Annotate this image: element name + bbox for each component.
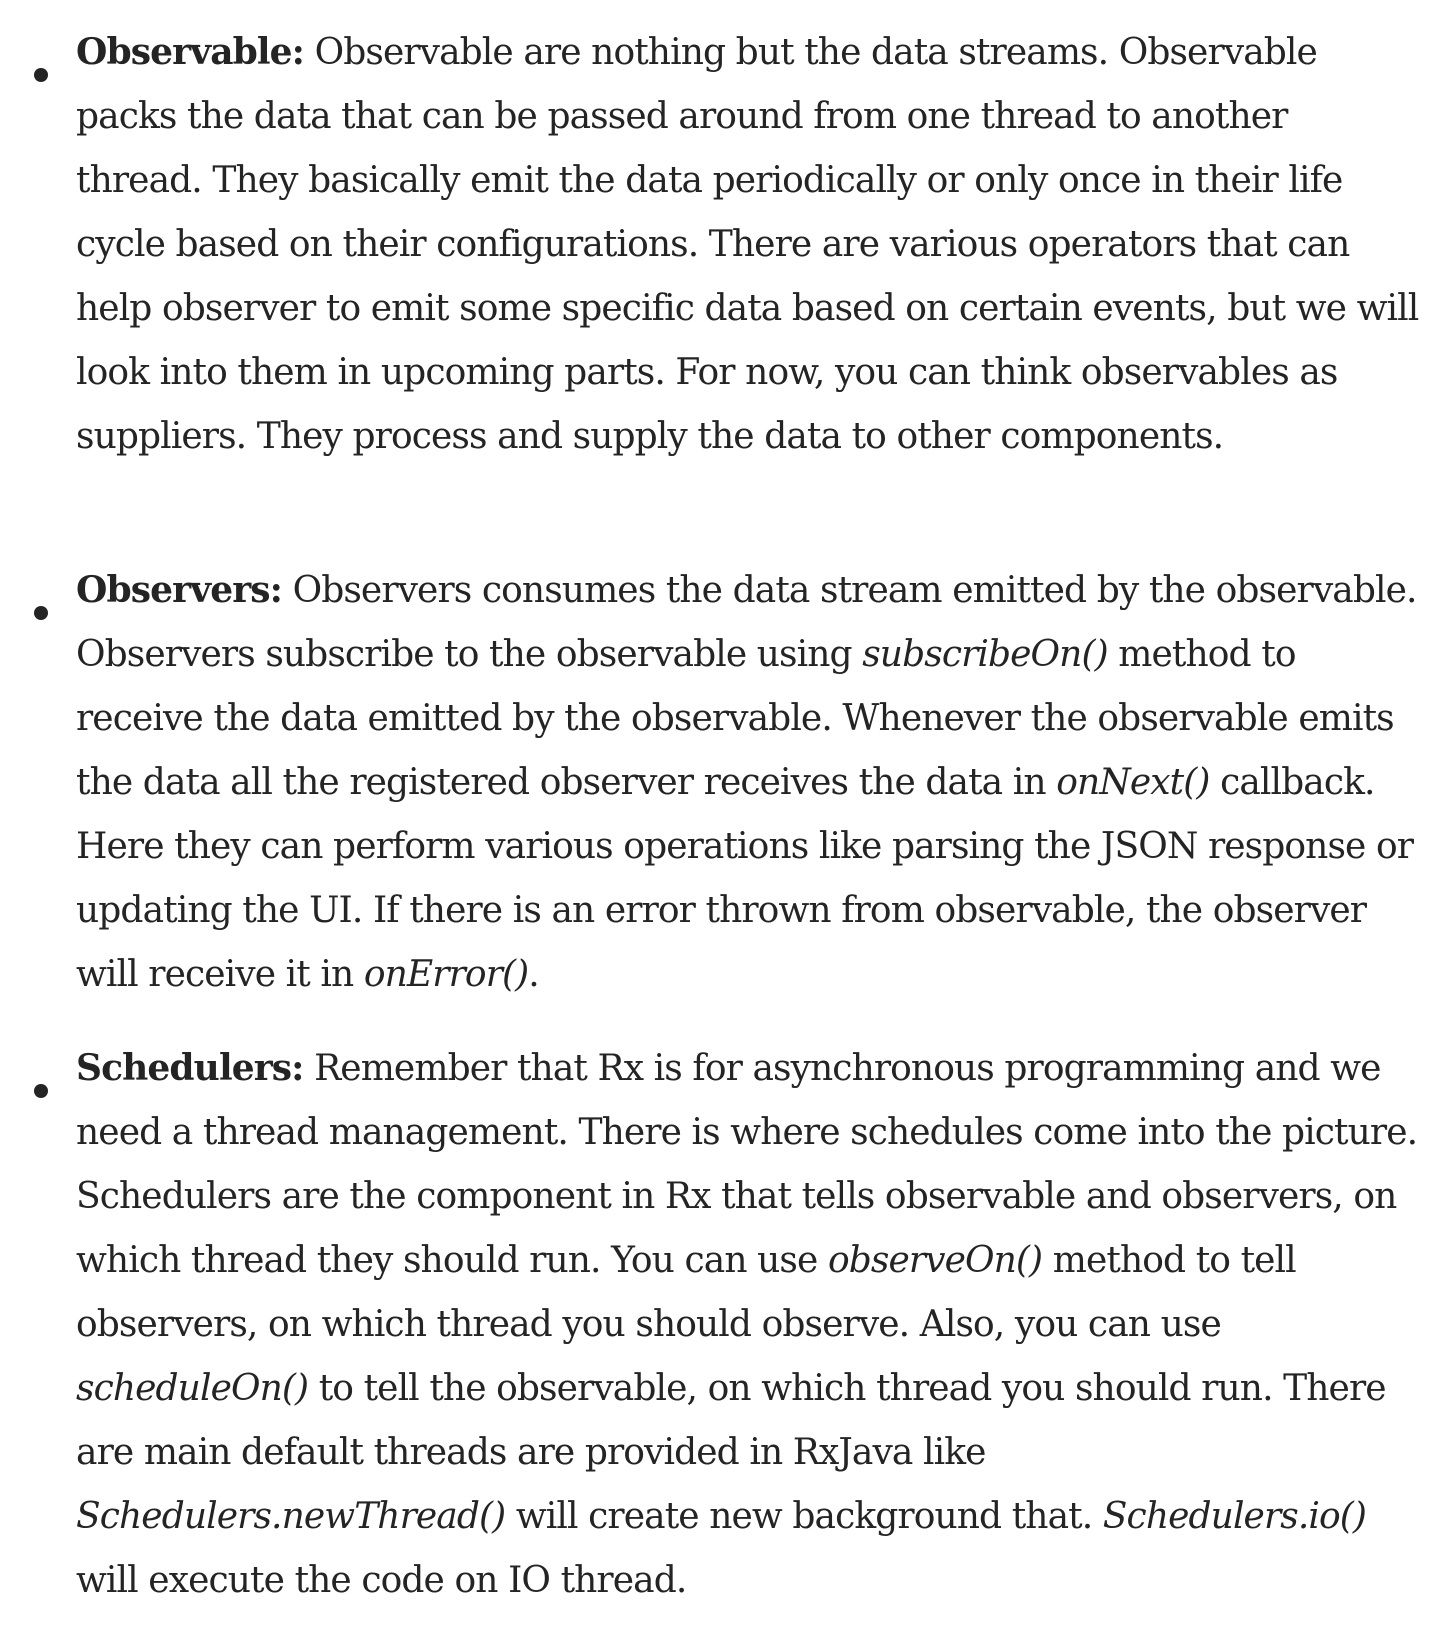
observable-term: Observable: bbox=[76, 31, 305, 73]
observers-paragraph bbox=[76, 558, 1421, 1007]
observers-text-3: callback. Here they can perform various operations like parsing the JSON response or updating the UI. If there is an error thrown from observable, the observer will receive it in bbox=[76, 762, 1414, 995]
schedulers-text-4: will create new background that. bbox=[505, 1496, 1103, 1537]
observable-paragraph bbox=[76, 20, 1421, 469]
schedulers-text-2: method to tell observers, on which thread you should observe. Also, you can use bbox=[76, 1240, 1296, 1345]
schedulers-term: Schedulers: bbox=[76, 1047, 304, 1089]
observers-term: Observers: bbox=[76, 569, 283, 611]
observe-on-method: observeOn() bbox=[827, 1240, 1043, 1281]
observers-text-4: . bbox=[528, 954, 539, 995]
observable-description: Observable are nothing but the data streams. Observable packs the data that can be passed around from one thread to another thread. They basically emit the data periodically or only once in their life cycle based on their configurations. There are various operators that can help observer to emit some specific data based on certain events, but we will look into them in upcoming parts. For now, you can think observables as suppliers. They process and supply the data to other components. bbox=[76, 32, 1419, 457]
schedulers-new-thread-method: Schedulers.newThread() bbox=[76, 1496, 506, 1537]
observers-text-1: Observers consumes the data stream emitted by the observable. Observers subscribe to the observable using bbox=[76, 570, 1417, 675]
observers-text-2: method to receive the data emitted by the observable. Whenever the observable emits the data all the registered observer receives the data in bbox=[76, 634, 1394, 803]
schedulers-text-5: will execute the code on IO thread. bbox=[76, 1560, 687, 1601]
bullet-dot bbox=[34, 68, 48, 82]
on-next-method: onNext() bbox=[1056, 762, 1210, 803]
schedulers-text-3: to tell the observable, on which thread you should run. There are main default threads are provided in RxJava like bbox=[76, 1368, 1386, 1473]
schedulers-paragraph bbox=[76, 1036, 1421, 1613]
bullet-dot bbox=[34, 606, 48, 620]
schedule-on-method: scheduleOn() bbox=[76, 1368, 309, 1409]
schedulers-text-1: Remember that Rx is for asynchronous programming and we need a thread management. There is where schedules come into the picture. Schedulers are the component in Rx that tells observable and observers, on which thread they should run. You can use bbox=[76, 1048, 1418, 1281]
schedulers-io-method: Schedulers.io() bbox=[1102, 1496, 1367, 1537]
bullet-dot bbox=[34, 1084, 48, 1098]
on-error-method: onError() bbox=[363, 954, 529, 995]
subscribe-on-method: subscribeOn() bbox=[862, 634, 1108, 675]
